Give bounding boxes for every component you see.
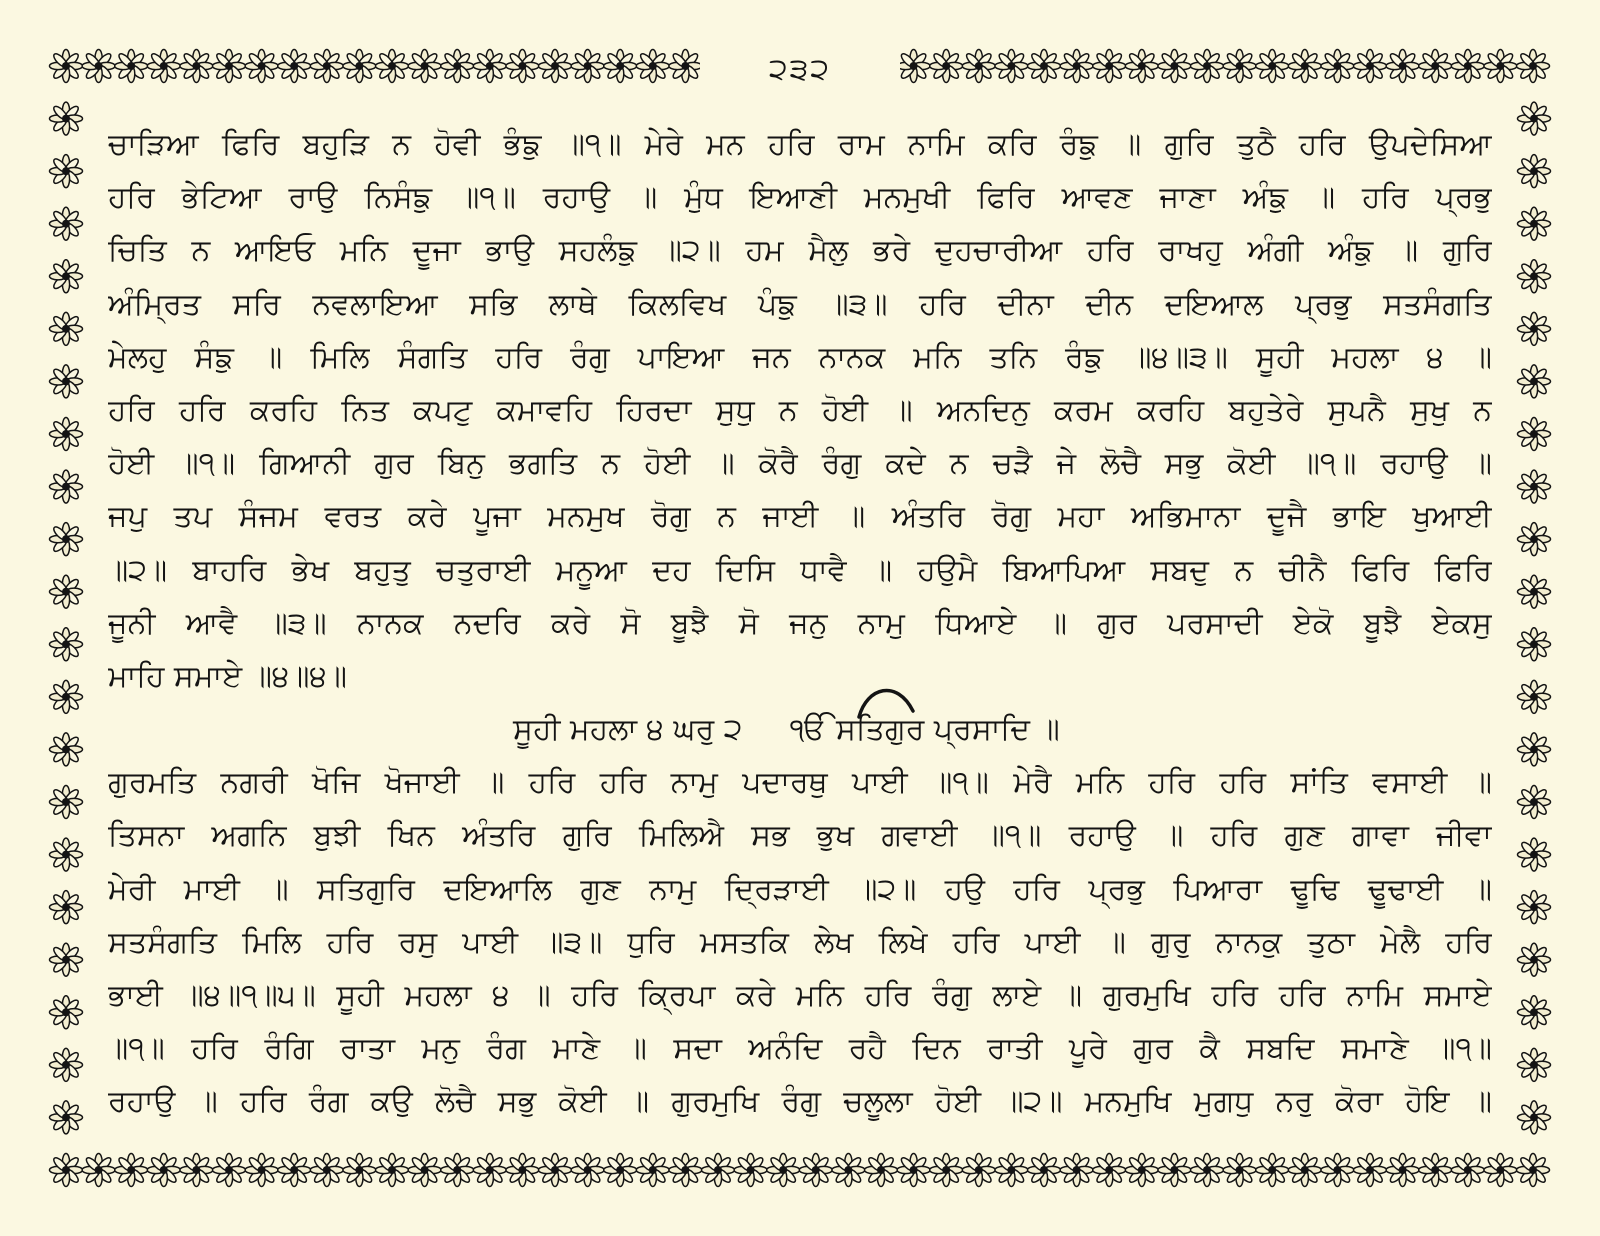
flower-icon [50, 575, 83, 608]
scripture-text [108, 118, 1492, 1129]
verse-line: ਰਹਾਉ ॥ ਹਰਿ ਰੰਗ ਕਉ ਲੋਚੈ ਸਭੁ ਕੋਈ ॥ ਗੁਰਮੁਖਿ ਰੰਗੁ ਚਲੂਲਾ ਹੋਈ ॥੨॥ ਮਨਮੁਖਿ ਮੁਗਧੁ ਨਰੁ ਕੋਰਾ ਹੋਇ ॥ [108, 1084, 1492, 1120]
flower-icon [115, 1154, 148, 1187]
flower-icon [669, 1154, 702, 1187]
flower-icon [1354, 50, 1387, 83]
flower-icon [702, 1154, 735, 1187]
flower-icon [50, 418, 83, 451]
flower-icon [1223, 1154, 1256, 1187]
flower-icon [571, 1154, 604, 1187]
verse-line: ਸਤਸੰਗਤਿ ਮਿਲਿ ਹਰਿ ਰਸੁ ਪਾਈ ॥੩॥ ਧੁਰਿ ਮਸਤਕਿ ਲੇਖ ਲਿਖੇ ਹਰਿ ਪਾਈ ॥ ਗੁਰੁ ਨਾਨਕੁ ਤੁਠਾ ਮੇਲੈ ਹਰਿ [108, 924, 1492, 960]
section-heading [108, 703, 1492, 756]
flower-icon [50, 260, 83, 293]
flower-icon [1386, 50, 1419, 83]
page-number: ੨੩੨ [700, 40, 900, 100]
flower-icon [1288, 50, 1321, 83]
flower-icon [1191, 50, 1224, 83]
verse-line: ਜੂਨੀ ਆਵੈ ॥੩॥ ਨਾਨਕ ਨਦਰਿ ਕਰੇ ਸੋ ਬੂਝੈ ਸੋ ਜਨੁ ਨਾਮੁ ਧਿਆਏ ॥ ਗੁਰ ਪਰਸਾਦੀ ਏਕੋ ਬੂਝੈ ਏਕਸੁ [108, 605, 1492, 641]
flower-icon [506, 50, 539, 83]
flower-icon [1518, 102, 1551, 135]
flower-icon [604, 50, 637, 83]
flower-icon [473, 50, 506, 83]
flower-icon [50, 891, 83, 924]
flower-icon [539, 1154, 572, 1187]
verse-line: ਚਿਤਿ ਨ ਆਇਓ ਮਨਿ ਦੂਜਾ ਭਾਉ ਸਹਲੰਙੁ ॥੨॥ ਹਮ ਮੈਲੁ ਭਰੇ ਦੁਹਚਾਰੀਆ ਹਰਿ ਰਾਖਹੁ ਅੰਗੀ ਅੰਙੁ ॥ ਗੁਰਿ [108, 233, 1492, 269]
flower-icon [147, 1154, 180, 1187]
flower-icon [1518, 1048, 1551, 1081]
flower-icon [50, 312, 83, 345]
verse-line: ਗੁਰਮਤਿ ਨਗਰੀ ਖੋਜਿ ਖੋਜਾਈ ॥ ਹਰਿ ਹਰਿ ਨਾਮੁ ਪਦਾਰਥੁ ਪਾਈ ॥੧॥ ਮੇਰੈ ਮਨਿ ਹਰਿ ਹਰਿ ਸਾਂਤਿ ਵਸਾਈ ॥ [108, 765, 1492, 801]
flower-icon [310, 1154, 343, 1187]
flower-icon [1518, 786, 1551, 819]
verse-line: ਭਾਈ ॥੪॥੧॥੫॥ ਸੂਹੀ ਮਹਲਾ ੪ ॥ ਹਰਿ ਕ੍ਰਿਪਾ ਕਰੇ ਮਨਿ ਹਰਿ ਰੰਗੁ ਲਾਏ ॥ ਗੁਰਮੁਖਿ ਹਰਿ ਹਰਿ ਨਾਮਿ ਸਮਾਏ [108, 978, 1492, 1013]
flower-icon [50, 786, 83, 819]
flower-icon [1518, 891, 1551, 924]
flower-icon [1419, 50, 1452, 83]
verse-line: ਹਰਿ ਹਰਿ ਕਰਹਿ ਨਿਤ ਕਪਟੁ ਕਮਾਵਹਿ ਹਿਰਦਾ ਸੁਧੁ ਨ ਹੋਈ ॥ ਅਨਦਿਨੁ ਕਰਮ ਕਰਹਿ ਬਹੁਤੇਰੇ ਸੁਪਨੈ ਸੁਖੁ ਨ [108, 392, 1492, 428]
flower-icon [50, 1048, 83, 1081]
flower-icon [50, 628, 83, 661]
flower-icon [82, 50, 115, 83]
flower-icon [669, 50, 702, 83]
flower-icon [50, 996, 83, 1029]
flower-icon [50, 50, 83, 83]
flower-icon [636, 1154, 669, 1187]
flower-icon [1518, 523, 1551, 556]
flower-icon [50, 102, 83, 135]
verse-line: ਮਾਹਿ ਸਮਾਏ ॥੪॥੪॥ [108, 658, 347, 694]
flower-icon [1518, 838, 1551, 871]
flower-icon [1518, 733, 1551, 766]
flower-icon [571, 50, 604, 83]
flower-icon [278, 50, 311, 83]
flower-icon [408, 50, 441, 83]
flower-icon [1518, 628, 1551, 661]
flower-icon [50, 207, 83, 240]
flower-icon [1223, 50, 1256, 83]
flower-icon [1419, 1154, 1452, 1187]
flower-icon [180, 1154, 213, 1187]
flower-icon [50, 523, 83, 556]
verse-line: ਮੇਰੀ ਮਾਈ ॥ ਸਤਿਗੁਰਿ ਦਇਆਲਿ ਗੁਣ ਨਾਮੁ ਦ੍ਰਿੜਾਈ ॥੨॥ ਹਉ ਹਰਿ ਪ੍ਰਭੁ ਪਿਆਰਾ ਢੂਢਿ ਢੂਢਾਈ ॥ [108, 871, 1492, 907]
flower-icon [50, 1154, 83, 1187]
flower-icon [995, 1154, 1028, 1187]
flower-icon [50, 1101, 83, 1134]
verse-line: ਅੰਮ੍ਰਿਤ ਸਰਿ ਨਵਲਾਇਆ ਸਭਿ ਲਾਥੇ ਕਿਲਵਿਖ ਪੰਙੁ ॥੩॥ ਹਰਿ ਦੀਨਾ ਦੀਨ ਦਇਆਲ ਪ੍ਰਭੁ ਸਤਸੰਗਤਿ [108, 286, 1492, 322]
flower-icon [1484, 50, 1517, 83]
flower-icon [1093, 50, 1126, 83]
flower-icon [50, 470, 83, 503]
flower-icon [408, 1154, 441, 1187]
flower-icon [441, 1154, 474, 1187]
verse-line: ਚਾੜਿਆ ਫਿਰਿ ਬਹੁੜਿ ਨ ਹੋਵੀ ਭੰਙੁ ॥੧॥ ਮੇਰੇ ਮਨ ਹਰਿ ਰਾਮ ਨਾਮਿ ਕਰਿ ਰੰਙੁ ॥ ਗੁਰਿ ਤੁਠੈ ਹਰਿ ਉਪਦੇਸਿਆ [108, 127, 1492, 162]
flower-icon [1060, 50, 1093, 83]
flower-icon [1256, 50, 1289, 83]
flower-icon [50, 680, 83, 713]
flower-icon [767, 1154, 800, 1187]
flower-icon [245, 50, 278, 83]
flower-icon [473, 1154, 506, 1187]
flower-icon [1517, 50, 1550, 83]
flower-icon [1451, 50, 1484, 83]
flower-icon [1125, 1154, 1158, 1187]
flower-icon [897, 50, 930, 83]
flower-icon [1518, 260, 1551, 293]
verse-line: ॥੨॥ ਬਾਹਰਿ ਭੇਖ ਬਹੁਤੁ ਚਤੁਰਾਈ ਮਨੂਆ ਦਹ ਦਿਸਿ ਧਾਵੈ ॥ ਹਉਮੈ ਬਿਆਪਿਆ ਸਬਦੁ ਨ ਚੀਨੈ ਫਿਰਿ ਫਿਰਿ [108, 552, 1492, 588]
flower-icon [50, 943, 83, 976]
flower-icon [1518, 312, 1551, 345]
flower-icon [50, 365, 83, 398]
flower-icon [50, 733, 83, 766]
flower-icon [865, 1154, 898, 1187]
flower-icon [343, 50, 376, 83]
flower-icon [1518, 365, 1551, 398]
flower-icon [115, 50, 148, 83]
flower-icon [1518, 470, 1551, 503]
flower-icon [82, 1154, 115, 1187]
flower-icon [636, 50, 669, 83]
verse-line: ਤਿਸਨਾ ਅਗਨਿ ਬੁਝੀ ਖਿਨ ਅੰਤਰਿ ਗੁਰਿ ਮਿਲਿਐ ਸਭ ਭੁਖ ਗਵਾਈ ॥੧॥ ਰਹਾਉ ॥ ਹਰਿ ਗੁਣ ਗਾਵਾ ਜੀਵਾ [108, 818, 1492, 854]
flower-icon [278, 1154, 311, 1187]
flower-icon [1354, 1154, 1387, 1187]
flower-icon [1518, 207, 1551, 240]
flower-icon [1256, 1154, 1289, 1187]
flower-icon [734, 1154, 767, 1187]
flower-icon [604, 1154, 637, 1187]
flower-icon [1158, 1154, 1191, 1187]
flower-icon [1518, 575, 1551, 608]
flower-icon [147, 50, 180, 83]
flower-icon [213, 50, 246, 83]
flower-icon [1484, 1154, 1517, 1187]
flower-icon [930, 1154, 963, 1187]
flower-icon [310, 50, 343, 83]
verse-line: ਜਪੁ ਤਪ ਸੰਜਮ ਵਰਤ ਕਰੇ ਪੂਜਾ ਮਨਮੁਖ ਰੋਗੁ ਨ ਜਾਈ ॥ ਅੰਤਰਿ ਰੋਗੁ ਮਹਾ ਅਭਿਮਾਨਾ ਦੂਜੈ ਭਾਇ ਖੁਆਈ [108, 499, 1492, 535]
verse-line: ॥੧॥ ਹਰਿ ਰੰਗਿ ਰਾਤਾ ਮਨੁ ਰੰਗ ਮਾਣੇ ॥ ਸਦਾ ਅਨੰਦਿ ਰਹੈ ਦਿਨ ਰਾਤੀ ਪੂਰੇ ਗੁਰ ਕੈ ਸਬਦਿ ਸਮਾਣੇ ॥੧॥ [108, 1031, 1492, 1067]
flower-icon [1517, 1154, 1550, 1187]
flower-icon [897, 1154, 930, 1187]
flower-icon [213, 1154, 246, 1187]
flower-icon [1288, 1154, 1321, 1187]
flower-icon [1518, 943, 1551, 976]
flower-icon [343, 1154, 376, 1187]
flower-icon [1518, 418, 1551, 451]
flower-icon [1518, 155, 1551, 188]
flower-icon [50, 838, 83, 871]
flower-icon [799, 1154, 832, 1187]
flower-icon [1451, 1154, 1484, 1187]
flower-icon [50, 155, 83, 188]
flower-icon [1321, 1154, 1354, 1187]
mool-mantar-heading: ੴ ਸਤਿਗੁਰ ਪ੍ਰਸਾਦਿ ॥ [790, 712, 1060, 748]
flower-icon [1518, 680, 1551, 713]
flower-icon [180, 50, 213, 83]
raag-heading: ਸੂਹੀ ਮਹਲਾ ੪ ਘਰੁ ੨ [513, 712, 743, 748]
verse-line: ਹੋਈ ॥੧॥ ਗਿਆਨੀ ਗੁਰ ਬਿਨੁ ਭਗਤਿ ਨ ਹੋਈ ॥ ਕੋਰੈ ਰੰਗੁ ਕਦੇ ਨ ਚੜੈ ਜੇ ਲੋਚੈ ਸਭੁ ਕੋਈ ॥੧॥ ਰਹਾਉ ॥ [108, 446, 1492, 482]
flower-icon [1518, 1101, 1551, 1134]
flower-icon [376, 1154, 409, 1187]
flower-icon [1386, 1154, 1419, 1187]
flower-icon [995, 50, 1028, 83]
flower-icon [962, 50, 995, 83]
flower-icon [1125, 50, 1158, 83]
flower-icon [1321, 50, 1354, 83]
verse-line: ਮੇਲਹੁ ਸੰਙੁ ॥ ਮਿਲਿ ਸੰਗਤਿ ਹਰਿ ਰੰਗੁ ਪਾਇਆ ਜਨ ਨਾਨਕ ਮਨਿ ਤਨਿ ਰੰਙੁ ॥੪॥੩॥ ਸੂਹੀ ਮਹਲਾ ੪ ॥ [108, 339, 1492, 375]
flower-icon [1158, 50, 1191, 83]
flower-icon [539, 50, 572, 83]
flower-icon [245, 1154, 278, 1187]
flower-icon [441, 50, 474, 83]
flower-icon [962, 1154, 995, 1187]
flower-icon [832, 1154, 865, 1187]
flower-icon [1028, 1154, 1061, 1187]
flower-icon [1060, 1154, 1093, 1187]
flower-icon [376, 50, 409, 83]
flower-icon [1093, 1154, 1126, 1187]
flower-icon [506, 1154, 539, 1187]
flower-icon [1028, 50, 1061, 83]
flower-icon [1518, 996, 1551, 1029]
verse-line: ਹਰਿ ਭੇਟਿਆ ਰਾਉ ਨਿਸੰਙੁ ॥੧॥ ਰਹਾਉ ॥ ਮੁੰਧ ਇਆਣੀ ਮਨਮੁਖੀ ਫਿਰਿ ਆਵਣ ਜਾਣਾ ਅੰਙੁ ॥ ਹਰਿ ਪ੍ਰਭੁ [108, 180, 1492, 216]
flower-icon [930, 50, 963, 83]
flower-icon [1191, 1154, 1224, 1187]
